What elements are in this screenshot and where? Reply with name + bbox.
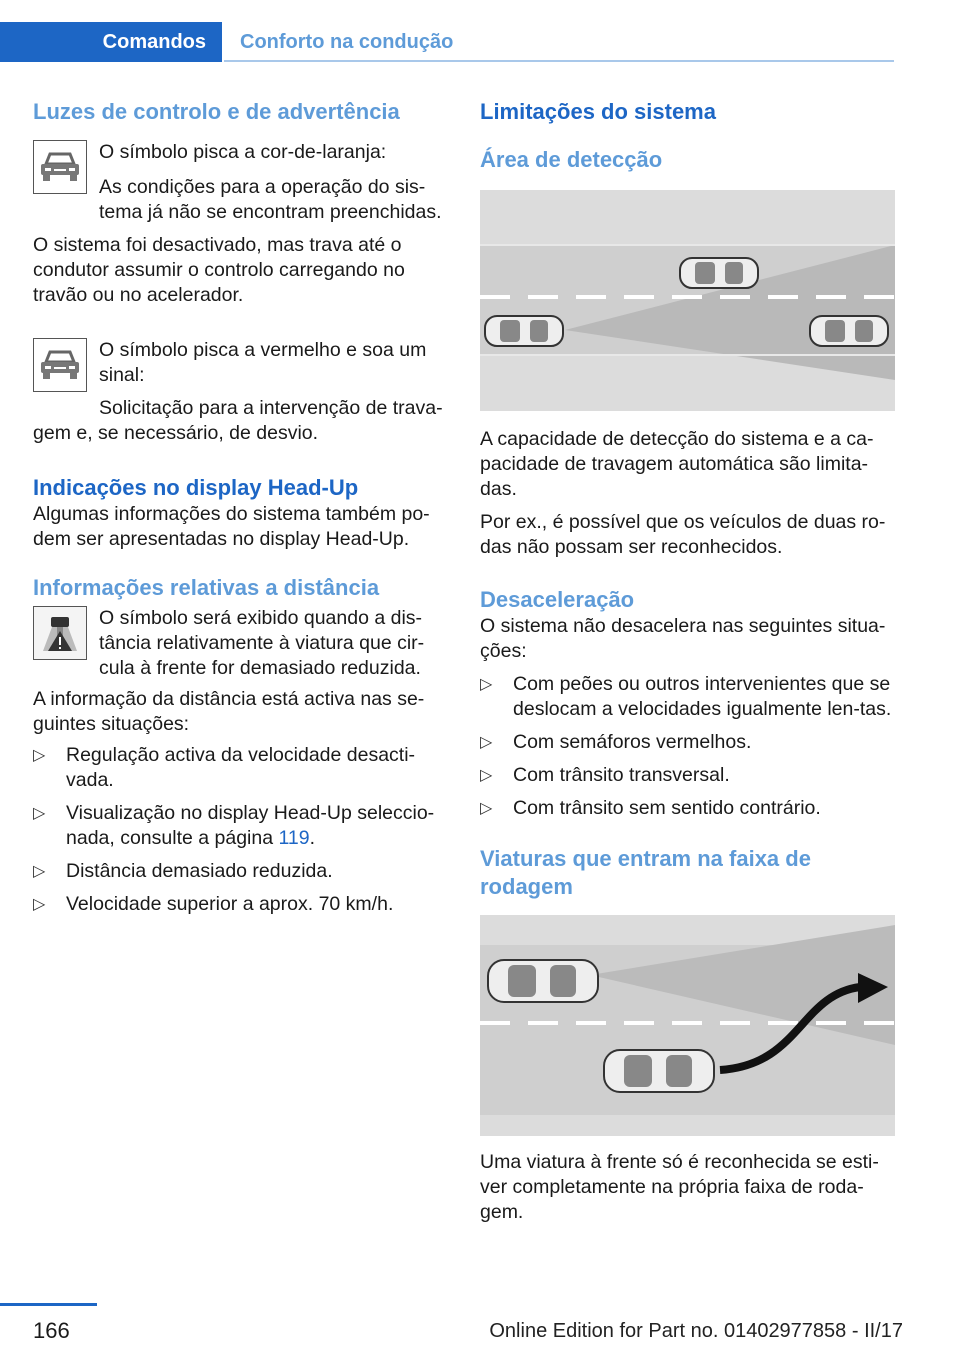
- left-column: [33, 98, 447, 917]
- heading-distance: Informações relativas a distância: [33, 575, 380, 600]
- list-item: ▷ Com trânsito transversal.: [480, 764, 730, 786]
- triangle-right-icon: ▷: [33, 747, 46, 764]
- car-top-icon: [680, 258, 758, 288]
- warn1-line-b: As condições para a operação do sis-tema já não se encontram preenchidas.: [99, 176, 442, 223]
- heading-system-limits: Limitações do sistema: [480, 99, 716, 124]
- detection-area-figure: [480, 190, 895, 411]
- list-item: ▷ Visualização no display Head-Up seleccio-nada, consulte a página 119.: [33, 802, 435, 849]
- heading-warning-lights: Luzes de controlo e de advertência: [33, 99, 400, 124]
- warn1-line-c: O sistema foi desactivado, mas trava até o condutor assumir o controlo carregando no travão ou no acelerador.: [33, 234, 405, 306]
- decel-bullets: [480, 672, 895, 821]
- decel-intro: O sistema não desacelera nas seguintes situa-ções:: [480, 615, 886, 662]
- triangle-right-icon: ▷: [33, 896, 46, 913]
- footer-accent-line: [0, 1303, 97, 1306]
- car-top-icon: [604, 1050, 714, 1092]
- distance-icon-text: O símbolo será exibido quando a dis-tância relativamente à viatura que cir-cula à frente for demasiado reduzida.: [99, 607, 425, 679]
- warn2-line-b: Solicitação para a intervenção de trava-gem e, se necessário, de desvio.: [33, 397, 443, 444]
- head-up-text: Algumas informações do sistema também po-dem ser apresentadas no display Head-Up.: [33, 503, 430, 550]
- distance-warning-icon: [33, 606, 87, 660]
- heading-head-up: Indicações no display Head-Up: [33, 475, 359, 500]
- heading-deceleration: Desaceleração: [480, 587, 635, 612]
- right-column: [480, 98, 895, 1225]
- car-front-icon: [33, 140, 87, 194]
- warning-red-block: [33, 338, 447, 396]
- list-item: ▷ Com semáforos vermelhos.: [480, 731, 752, 753]
- header-divider: [224, 60, 894, 62]
- list-item: ▷ Distância demasiado reduzida.: [33, 860, 333, 882]
- list-item: ▷ Regulação activa da velocidade desacti-vada.: [33, 744, 416, 791]
- list-item: ▷ Com peões ou outros intervenientes que se deslocam a velocidades igualmente len-tas.: [480, 673, 892, 720]
- page-link-119[interactable]: 119: [278, 827, 310, 849]
- car-front-icon: [33, 338, 87, 392]
- triangle-right-icon: ▷: [480, 800, 493, 817]
- entering-text: Uma viatura à frente só é reconhecida se esti-ver completamente na própria faixa de roda-gem.: [480, 1151, 879, 1223]
- heading-entering-vehicles: Viaturas que entram na faixa de rodagem: [480, 846, 811, 899]
- triangle-right-icon: ▷: [480, 767, 493, 784]
- entering-vehicles-figure: [480, 915, 895, 1136]
- header-bar: [0, 0, 960, 64]
- triangle-right-icon: ▷: [33, 863, 46, 880]
- edition-text: Online Edition for Part no. 01402977858 - II/17: [489, 1320, 903, 1342]
- page-number: 166: [33, 1318, 70, 1343]
- triangle-right-icon: ▷: [480, 676, 493, 693]
- car-top-icon: [485, 316, 563, 346]
- area-text-2: Por ex., é possível que os veículos de duas ro-das não possam ser reconhecidos.: [480, 511, 886, 558]
- tab-comandos[interactable]: Comandos: [0, 22, 222, 62]
- list-item: ▷ Com trânsito sem sentido contrário.: [480, 797, 821, 819]
- warn2-line-a: O símbolo pisca a vermelho e soa um sinal:: [99, 339, 427, 386]
- tab-conforto-na-conducao[interactable]: Conforto na condução: [240, 30, 454, 53]
- warn1-line-a: O símbolo pisca a cor-de-laranja:: [99, 141, 387, 163]
- car-top-icon: [810, 316, 888, 346]
- car-top-icon: [488, 960, 598, 1002]
- list-item: ▷ Velocidade superior a aprox. 70 km/h.: [33, 893, 394, 915]
- distance-block: [33, 606, 447, 681]
- heading-detection-area: Área de detecção: [480, 147, 663, 172]
- triangle-right-icon: ▷: [480, 734, 493, 751]
- triangle-right-icon: ▷: [33, 805, 46, 822]
- distance-bullets: [33, 743, 447, 917]
- warning-orange-block: [33, 140, 447, 225]
- distance-intro: A informação da distância está activa nas se-guintes situações:: [33, 688, 425, 735]
- area-text-1: A capacidade de detecção do sistema e a ca-pacidade de travagem automática são limita-das.: [480, 428, 874, 500]
